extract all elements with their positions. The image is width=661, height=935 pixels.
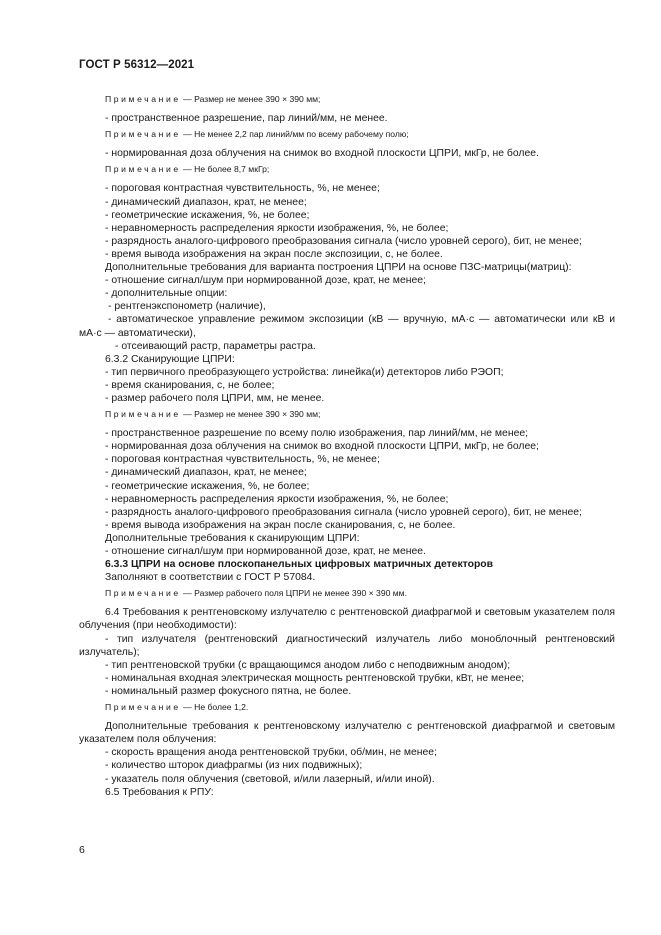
note-text: — Не более 8,7 мкГр; bbox=[183, 164, 270, 175]
paragraph: Дополнительные требования для варианта построения ЦПРИ на основе ПЗС-матрицы(матриц): bbox=[105, 262, 572, 274]
paragraph: Дополнительные требования к сканирующим ЦПРИ: bbox=[105, 532, 360, 544]
note-label: Примечание bbox=[105, 409, 181, 420]
page-number: 6 bbox=[79, 844, 85, 856]
list-item: - нормированная доза облучения на снимок во входной плоскости ЦПРИ, мкГр, не более; bbox=[105, 441, 539, 453]
list-item: - количество шторок диафрагмы (из них подвижных); bbox=[105, 760, 363, 772]
list-item: - номинальная входная электрическая мощность рентгеновской трубки, кВт, не менее; bbox=[105, 672, 525, 684]
list-item: - время сканирования, с, не более; bbox=[105, 379, 275, 391]
section-heading: 6.3.3 ЦПРИ на основе плоскопанельных цифровых матричных детекторов bbox=[105, 559, 494, 571]
list-item: - время вывода изображения на экран после сканирования, с, не более. bbox=[105, 519, 456, 531]
note-text: — Размер рабочего поля ЦПРИ не менее 390 × 390 мм. bbox=[183, 588, 407, 599]
list-item: - тип излучателя (рентгеновский диагностический излучатель либо моноблочный рентгеновский излучатель); bbox=[79, 633, 615, 658]
list-item: - размер рабочего поля ЦПРИ, мм, не менее. bbox=[105, 392, 325, 404]
note bbox=[79, 408, 615, 421]
list-item: - динамический диапазон, крат, не менее; bbox=[105, 467, 307, 479]
paragraph: 6.4 Требования к рентгеновскому излучателю с рентгеновской диафрагмой и световым указателем поля облучения (при необходимости): bbox=[79, 607, 615, 632]
list-item: - тип рентгеновской трубки (с вращающимся анодом либо с неподвижным анодом); bbox=[105, 659, 511, 671]
list-item: - время вывода изображения на экран после экспозиции, с, не более. bbox=[105, 248, 443, 260]
list-item: - дополнительные опции: bbox=[105, 288, 228, 300]
paragraph: Заполняют в соответствии с ГОСТ Р 57084. bbox=[105, 572, 316, 584]
note-label: Примечание bbox=[105, 94, 181, 104]
note-label: Примечание bbox=[105, 588, 181, 599]
list-item: - пороговая контрастная чувствительность, %, не менее; bbox=[105, 454, 380, 466]
list-item: - геометрические искажения, %, не более; bbox=[105, 480, 310, 492]
document-body bbox=[79, 90, 615, 799]
list-item: - тип первичного преобразующего устройства: линейка(и) детекторов либо РЭОП; bbox=[105, 366, 504, 378]
list-item: - разрядность аналого-цифрового преобразования сигнала (число уровней серого), бит, не менее; bbox=[105, 235, 582, 247]
list-item: - пространственное разрешение по всему полю изображения, пар линий/мм, не менее; bbox=[105, 428, 529, 440]
note-text: — Размер не менее 390 × 390 мм; bbox=[183, 409, 321, 420]
list-item: - отношение сигнал/шум при нормированной дозе, крат, не менее. bbox=[105, 546, 426, 557]
paragraph: Дополнительные требования к рентгеновскому излучателю с рентгеновской диафрагмой и световым указателем поля облучения: bbox=[79, 721, 615, 746]
note-label: Примечание bbox=[105, 129, 181, 140]
page-header: ГОСТ Р 56312—2021 bbox=[79, 59, 195, 71]
sub-list-item: - автоматическое управление режимом экспозиции (кВ — вручную, мА·с — автоматически или кВ и мА·с — автоматически), bbox=[79, 314, 615, 339]
note-label: Примечание bbox=[105, 164, 181, 175]
section-heading: 6.3.2 Сканирующие ЦПРИ: bbox=[105, 353, 235, 365]
list-item: - указатель поля облучения (световой, и/или лазерный, и/или иной). bbox=[105, 773, 435, 785]
list-item: - номинальный размер фокусного пятна, не более. bbox=[105, 685, 352, 697]
section-heading: 6.5 Требования к РПУ: bbox=[105, 786, 214, 798]
note bbox=[79, 163, 615, 176]
list-item: - неравномерность распределения яркости изображения, %, не более; bbox=[105, 493, 449, 505]
note-label: Примечание bbox=[105, 702, 181, 713]
list-item: - скорость вращения анода рентгеновской трубки, об/мин, не менее; bbox=[105, 747, 437, 759]
note-text: — Не менее 2,2 пар линий/мм по всему рабочему полю; bbox=[183, 129, 409, 140]
list-item: - отношение сигнал/шум при нормированной дозе, крат, не менее; bbox=[105, 275, 426, 287]
note bbox=[79, 587, 615, 600]
sub-list-item: - отсеивающий растр, параметры растра. bbox=[115, 340, 316, 352]
note-text: — Не более 1,2. bbox=[183, 702, 249, 713]
note bbox=[79, 701, 615, 714]
list-item: - геометрические искажения, %, не более; bbox=[105, 209, 310, 221]
list-item: - пространственное разрешение, пар линий/мм, не менее. bbox=[105, 113, 388, 125]
list-item: - пороговая контрастная чувствительность, %, не менее; bbox=[105, 183, 380, 195]
list-item: - динамический диапазон, крат, не менее; bbox=[105, 196, 307, 208]
note-text: — Размер не менее 390 × 390 мм; bbox=[183, 94, 321, 104]
list-item: - неравномерность распределения яркости изображения, %, не более; bbox=[105, 222, 449, 234]
note bbox=[79, 128, 615, 141]
list-item: - нормированная доза облучения на снимок во входной плоскости ЦПРИ, мкГр, не более. bbox=[105, 148, 539, 160]
sub-list-item: - рентгенэкспонометр (наличие), bbox=[108, 301, 266, 313]
list-item: - разрядность аналого-цифрового преобразования сигнала (число уровней серого), бит, не менее; bbox=[105, 506, 582, 518]
note bbox=[79, 93, 615, 106]
